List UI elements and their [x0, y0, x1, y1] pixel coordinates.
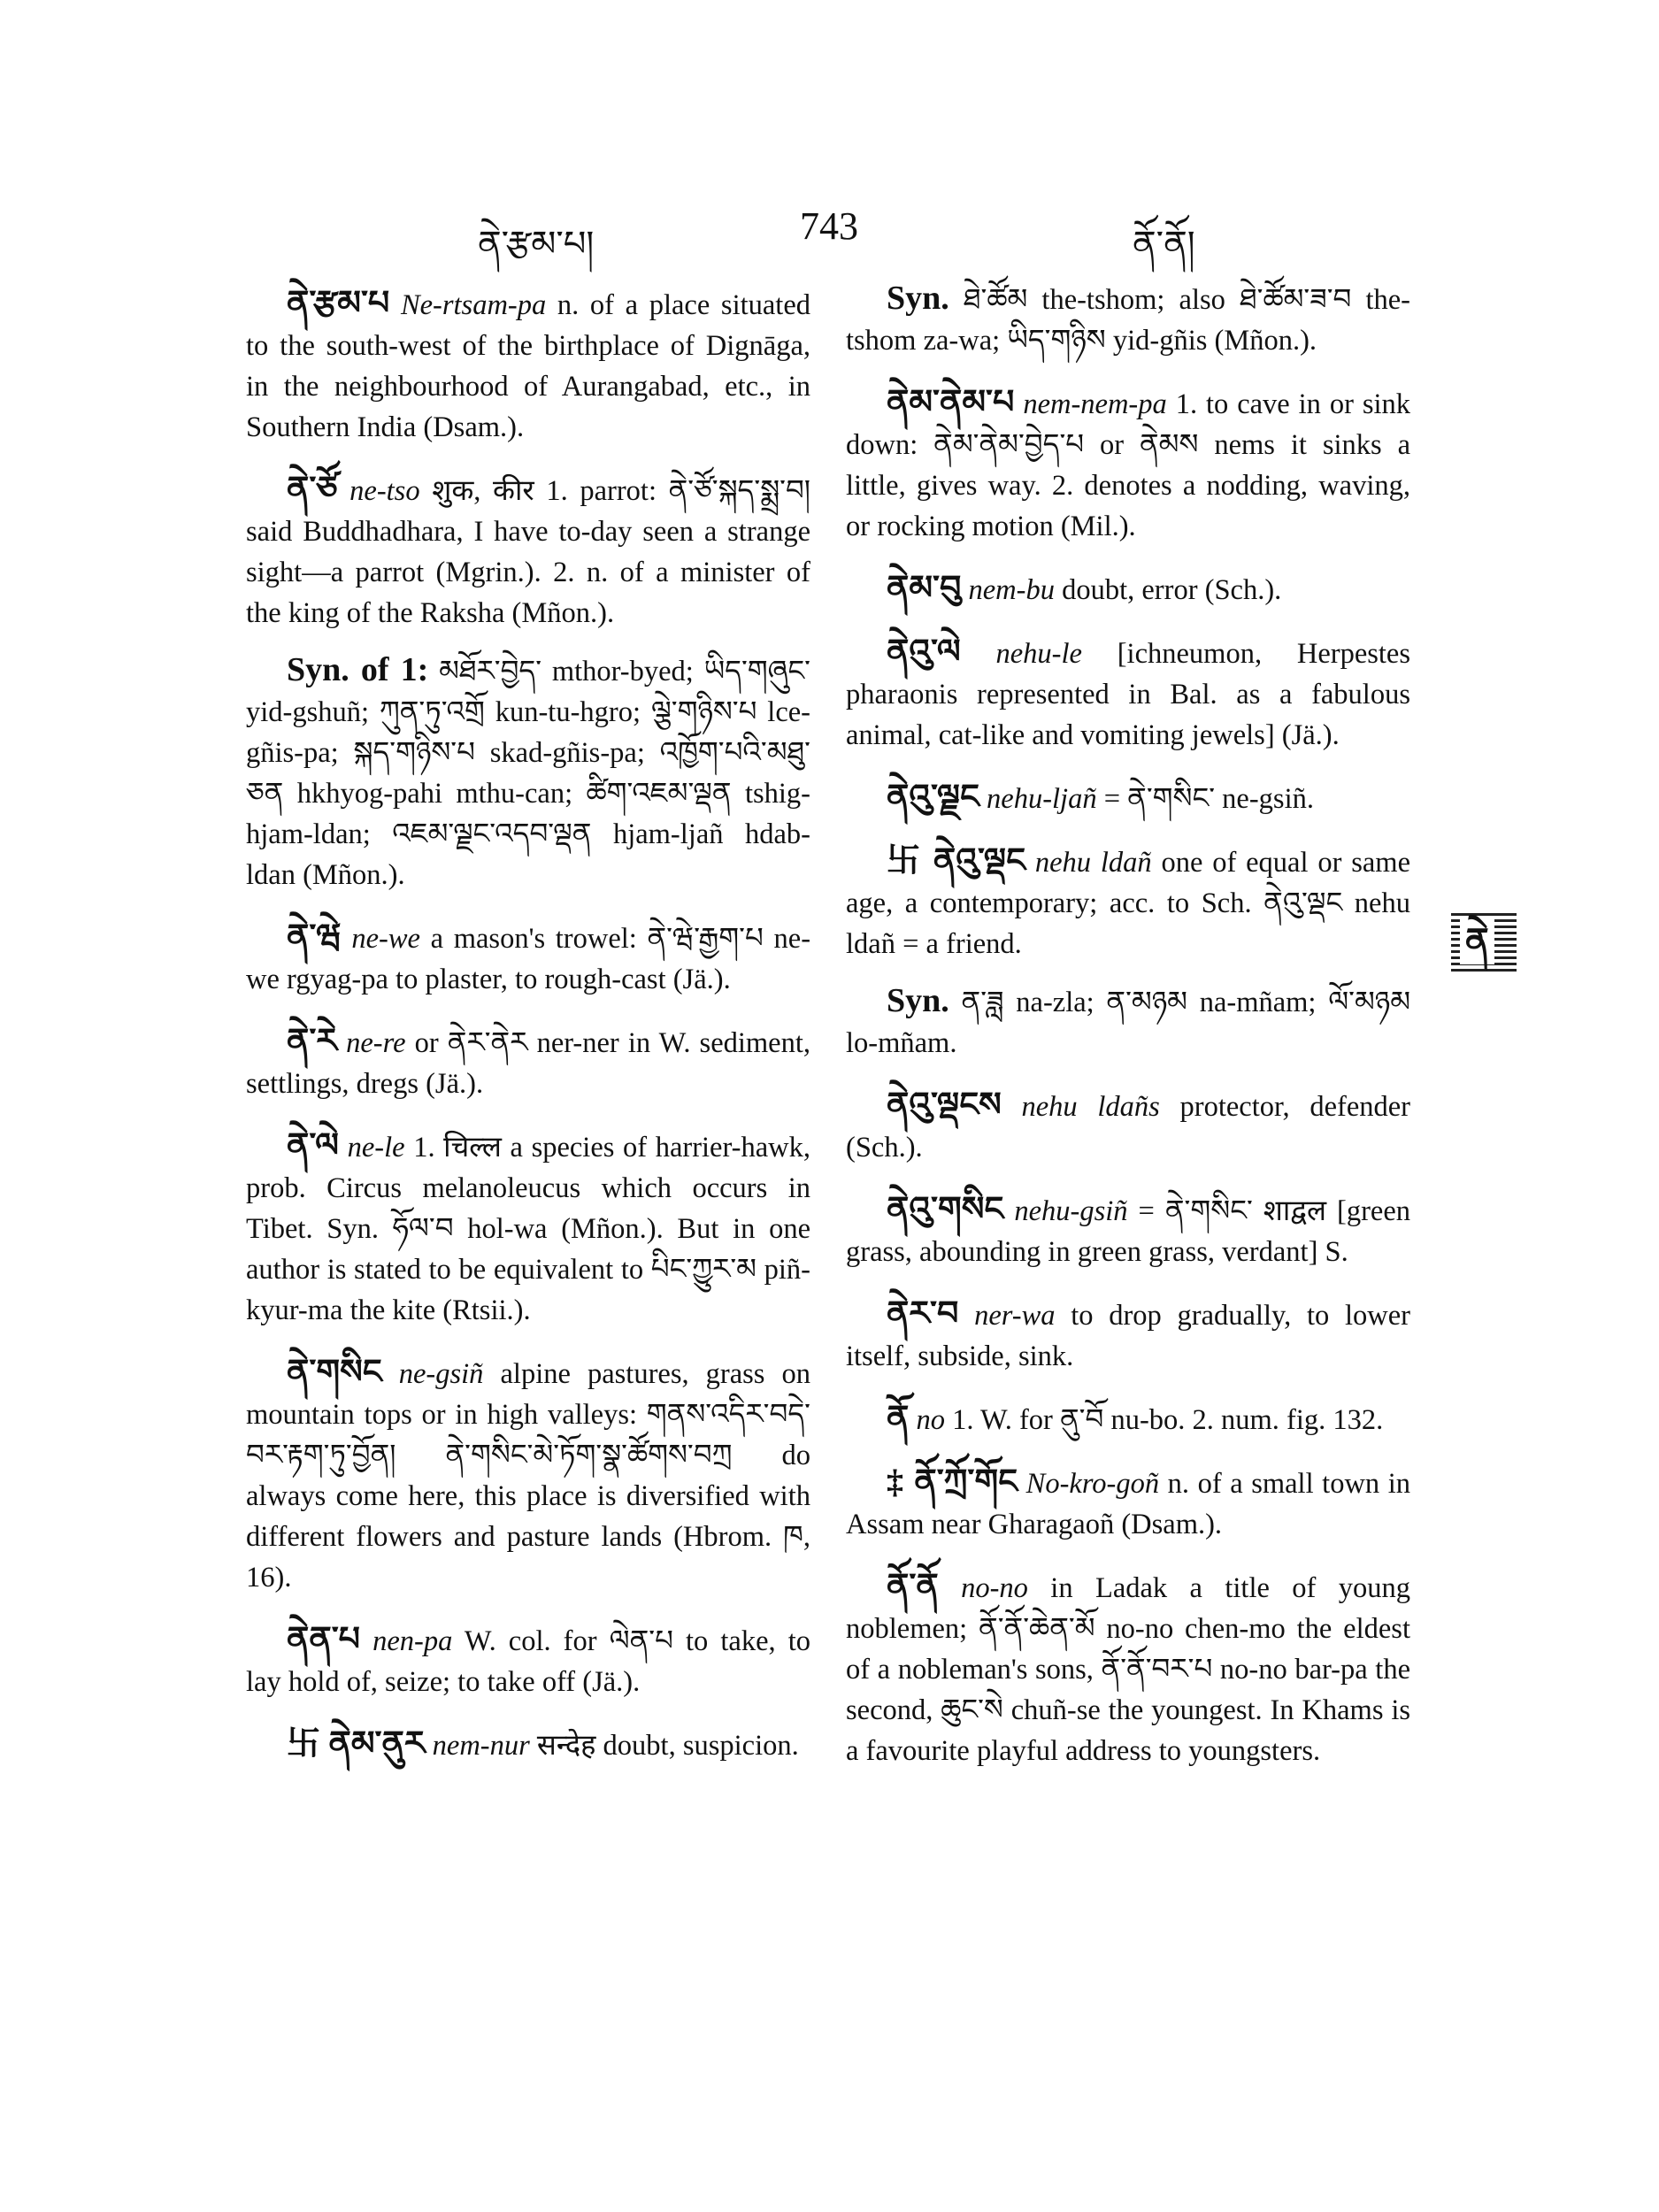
entry-transliteration: ne-we: [351, 923, 420, 955]
entry-definition: a mason's trowel: ནེ་ཝེ་རྒྱག་པ ne-we rgyag-pa to plaster, to rough-cast (Jä.).: [246, 923, 811, 995]
entry-transliteration: No-kro-goñ: [1025, 1468, 1160, 1500]
entry-transliteration: ne-tso: [349, 475, 420, 507]
entry-headword: ནེའུ་ལྗང: [887, 779, 979, 816]
entry-headword: ནེར་བ: [887, 1295, 959, 1333]
dictionary-entry: [846, 841, 1410, 964]
entry-headword: ནེ་ཙོ: [287, 471, 338, 508]
entry-definition: ཐེ་ཚོམ the-tshom; also ཐེ་ཚོམ་ཟ་བ the-tshom za-wa; ཡིད་གཉིས yid-gñis (Mñon.).: [846, 284, 1410, 357]
entry-headword: ནེའུ་ལྡངས: [887, 1087, 1002, 1124]
entry-headword: ནེ་ཝེ: [287, 918, 342, 956]
page-number: 743: [800, 204, 858, 248]
entry-headword: 卐 ནེའུ་ལྡང: [887, 842, 1026, 879]
thumb-index-letter: ནེ: [1460, 918, 1494, 964]
entry-headword: ནེན་པ: [287, 1621, 361, 1658]
entry-headword: ནེ་གསིང: [287, 1354, 382, 1391]
entry-definition: शुक, कीर 1. parrot: ནེ་ཙོ་སྐད་སྨྲ་བ། said Buddhadhara, I have to-day seen a strange sight—a parrot (Mgrin.). 2. n. of a minister of the king of the Raksha (Mñon.).: [246, 475, 811, 629]
entry-definition: in Ladak a title of young noblemen; ནོ་ནོ་ཆེན་མོ no-no chen-mo the eldest of a nobleman's sons, ནོ་ནོ་བར་པ no-no bar-pa the second, ཆུང་སེ chuñ-se the youngest. In Khams is a favourite playful address to youngsters.: [846, 1572, 1411, 1767]
entry-definition: = ནེ་གསིང་ शाद्वल [green grass, abounding in green grass, verdant] S.: [846, 1195, 1410, 1268]
dictionary-entry: [246, 1724, 810, 1766]
dictionary-entry: [246, 1352, 810, 1598]
entry-transliteration: ner-wa: [974, 1300, 1056, 1332]
entry-headword: ནེམ་བུ: [887, 570, 962, 607]
dictionary-entry: [846, 1189, 1410, 1272]
entry-headword: ‡ ནོ་ཀྲོ་གོང: [887, 1463, 1018, 1501]
dictionary-entry: [246, 917, 810, 1000]
entry-definition: W. col. for ལེན་པ to take, to lay hold of, seize; to take off (Jä.).: [246, 1625, 811, 1698]
entry-definition: 1. W. for ནུ་བོ nu-bo. 2. num. fig. 132.: [952, 1404, 1384, 1436]
running-head-right: ནོ་ནོ།: [1133, 224, 1195, 265]
entry-transliteration: ne-re: [346, 1027, 406, 1059]
thumb-index-mark: [1451, 913, 1517, 972]
entry-headword: ནེ་ལེ: [287, 1127, 340, 1164]
entry-transliteration: nehu-ljañ: [987, 783, 1097, 815]
entry-headword: ནེམ་ནེམ་པ: [887, 384, 1015, 421]
entry-definition: doubt, error (Sch.).: [1062, 574, 1282, 606]
entry-transliteration: nen-pa: [373, 1625, 453, 1657]
entry-headword: Syn. of 1:: [287, 651, 429, 688]
entry-transliteration: Ne-rtsam-pa: [400, 289, 547, 321]
entry-definition: सन्देह doubt, suspicion.: [536, 1730, 799, 1762]
entry-definition: protector, defender (Sch.).: [846, 1091, 1410, 1164]
dictionary-entry: [246, 283, 810, 448]
right-column: [846, 280, 1411, 1793]
dictionary-entry: [246, 1619, 810, 1702]
dictionary-entry: [846, 1398, 1410, 1440]
entry-transliteration: ne-gsiñ: [398, 1358, 484, 1390]
entry-transliteration: no: [916, 1404, 945, 1436]
entry-transliteration: nehu ldañ: [1034, 847, 1152, 879]
dictionary-entry: [846, 1566, 1410, 1771]
entry-headword: ནོ: [887, 1400, 910, 1437]
dictionary-entry: [846, 568, 1410, 611]
entry-headword: ནེ་རེ: [287, 1023, 338, 1060]
entry-definition: to drop gradually, to lower itself, subside, sink.: [846, 1300, 1410, 1372]
entry-definition: ན་ཟླ na-zla; ན་མཉམ na-mñam; ལོ་མཉམ lo-mñam.: [846, 987, 1411, 1059]
entry-headword: 卐 ནེམ་ནུར: [287, 1725, 426, 1763]
entry-definition: 1. to cave in or sink down: ནེམ་ནེམ་བྱེད་པ or ནེམས nems it sinks a little, gives way. 2. denotes a nodding, waving, or rocking motion (Mil.).: [846, 388, 1411, 542]
entry-definition: n. of a place situated to the south-west of the birthplace of Dignāga, in the neighbourhood of Aurangabad, etc., in Southern India (Dsam.).: [246, 289, 811, 443]
entry-definition: n. of a small town in Assam near Gharagaoñ (Dsam.).: [846, 1468, 1410, 1540]
entry-definition: one of equal or same age, a contemporary; acc. to Sch. ནེའུ་ལྡང nehu ldañ = a friend.: [846, 847, 1410, 960]
dictionary-entry: [846, 980, 1410, 1064]
dictionary-entry: [846, 777, 1410, 819]
dictionary-entry: [846, 1294, 1410, 1377]
entry-transliteration: nehu-le: [995, 638, 1082, 670]
entry-transliteration: nehu ldañs: [1021, 1091, 1160, 1123]
entry-transliteration: no-no: [961, 1572, 1028, 1604]
entry-headword: ནོ་ནོ: [887, 1568, 939, 1605]
left-column: [246, 283, 810, 1787]
entry-definition: alpine pastures, grass on mountain tops or in high valleys: གནས་འདིར་བདེ་བར་རྟག་ཏུ་བྱོན། ནེ་གསིང་མེ་ཏོག་སྣ་ཚོགས་བཀྲ do always come here, this place is diversified with different flowers and pasture lands (Hbrom. ཁ, 16).: [246, 1358, 811, 1594]
entry-headword: ནེ་རྩམ་པ: [287, 285, 390, 322]
dictionary-entry: [246, 1125, 810, 1331]
dictionary-entry: [246, 1021, 810, 1104]
dictionary-entry: [846, 632, 1410, 756]
entry-transliteration: ne-le: [347, 1132, 405, 1164]
entry-transliteration: nem-bu: [968, 574, 1055, 606]
entry-definition: = ནེ་གསིང་ ne-gsiñ.: [1103, 783, 1314, 815]
entry-transliteration: nehu-gsiñ: [1014, 1195, 1128, 1227]
dictionary-entry: [846, 1462, 1410, 1545]
entry-transliteration: nem-nur: [432, 1730, 530, 1762]
dictionary-entry: [246, 469, 810, 634]
dictionary-entry: [246, 649, 810, 895]
entry-transliteration: nem-nem-pa: [1023, 388, 1167, 420]
entry-definition: [ichneumon, Herpestes pharaonis represented in Bal. as a fabulous animal, cat-like and vomiting jewels] (Jä.).: [846, 638, 1411, 751]
entry-definition: 1. चिल्ल a species of harrier-hawk, prob. Circus melanoleucus which occurs in Tibet. Syn. ཧོལ་བ hol-wa (Mñon.). But in one author is stated to be equivalent to པིང་ཀྱུར་མ piñ-kyur-ma the kite (Rtsii.).: [246, 1132, 810, 1326]
dictionary-entry: [846, 278, 1410, 361]
dictionary-entry: [846, 1085, 1410, 1168]
entry-headword: Syn.: [887, 280, 949, 317]
entry-headword: ནེའུ་ལེ: [887, 634, 961, 671]
entry-definition: or ནེར་ནེར ner-ner in W. sediment, settlings, dregs (Jä.).: [246, 1027, 811, 1100]
entry-definition: མཐོར་བྱེད་ mthor-byed; ཡིད་གཞུང་ yid-gshuñ; ཀུན་ཏུ་འགྲོ kun-tu-hgro; ལྕེ་གཉིས་པ lce-gñis-pa; སྐད་གཉིས་པ skad-gñis-pa; འཁྱོག་པའི་མཐུ་ཅན hkhyog-pahi mthu-can; ཚིག་འཇམ་ལྡན tshig-hjam-ldan; འཇམ་ལྗང་འདབ་ལྡན hjam-ljañ hdab-ldan (Mñon.).: [246, 656, 810, 891]
entry-headword: ནེའུ་གསིང: [887, 1191, 1004, 1228]
running-head-left: ནེ་རྩམ་པ།: [478, 224, 595, 265]
dictionary-entry: [846, 382, 1410, 547]
entry-headword: Syn.: [887, 982, 949, 1019]
